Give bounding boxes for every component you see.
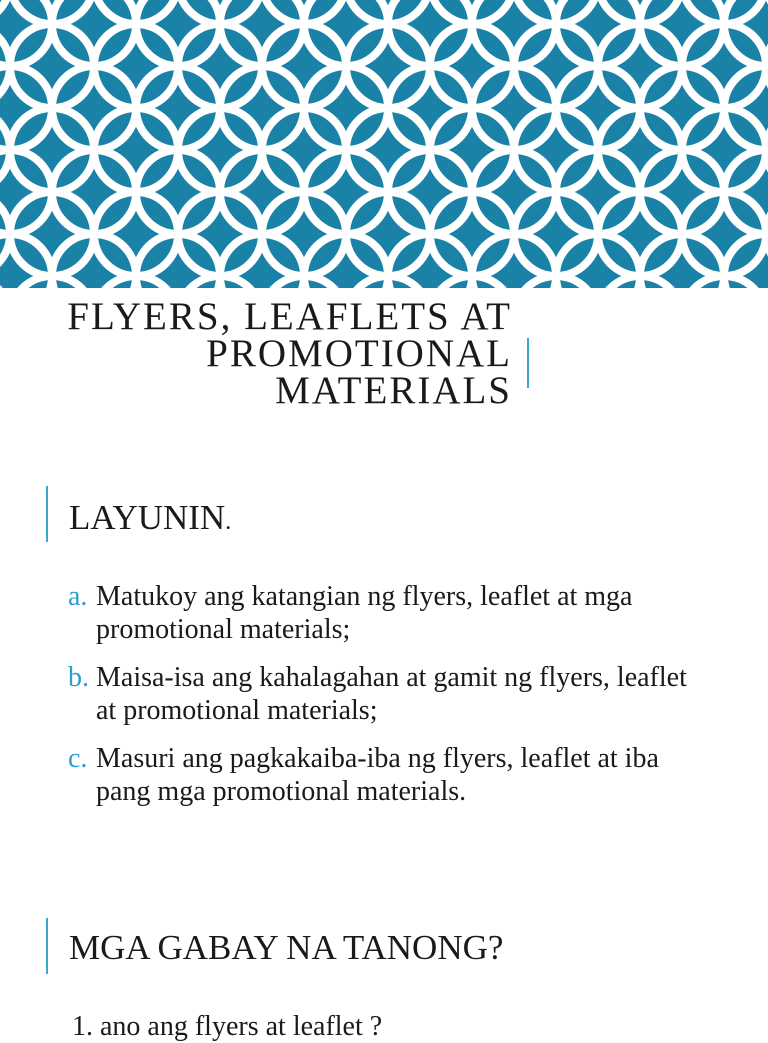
objective-text: Maisa-isa ang kahalagahan at gamit ng flyers, leaflet at promotional materials; <box>96 662 687 726</box>
objectives-heading-text: LAYUNIN <box>69 498 226 537</box>
pattern-rings <box>0 0 768 288</box>
questions-heading: MGA GABAY NA TANONG? <box>69 928 504 967</box>
objectives-heading <box>69 498 231 542</box>
decorative-circle-pattern <box>0 0 768 288</box>
objective-item <box>68 742 708 808</box>
objectives-list <box>68 580 708 823</box>
objective-item <box>68 661 708 727</box>
slide-title <box>67 295 512 412</box>
objective-item <box>68 580 708 646</box>
question-item: 1. ano ang flyers at leaflet ? <box>72 1011 383 1042</box>
questions-accent-rule <box>46 918 48 974</box>
objective-text: Matukoy ang katangian ng flyers, leaflet at mga promotional materials; <box>96 581 633 645</box>
objective-marker: a. <box>68 581 88 612</box>
title-line-2: PROMOTIONAL <box>206 332 512 375</box>
objectives-heading-tail: . <box>225 509 232 535</box>
objectives-accent-rule <box>46 486 48 542</box>
title-line-3: MATERIALS <box>275 369 512 412</box>
objective-marker: b. <box>68 662 89 693</box>
title-line-1: FLYERS, LEAFLETS AT <box>67 295 512 338</box>
objective-marker: c. <box>68 743 88 774</box>
objective-text: Masuri ang pagkakaiba-iba ng flyers, leaflet at iba pang mga promotional materials. <box>96 743 659 807</box>
title-accent-rule <box>527 338 529 388</box>
